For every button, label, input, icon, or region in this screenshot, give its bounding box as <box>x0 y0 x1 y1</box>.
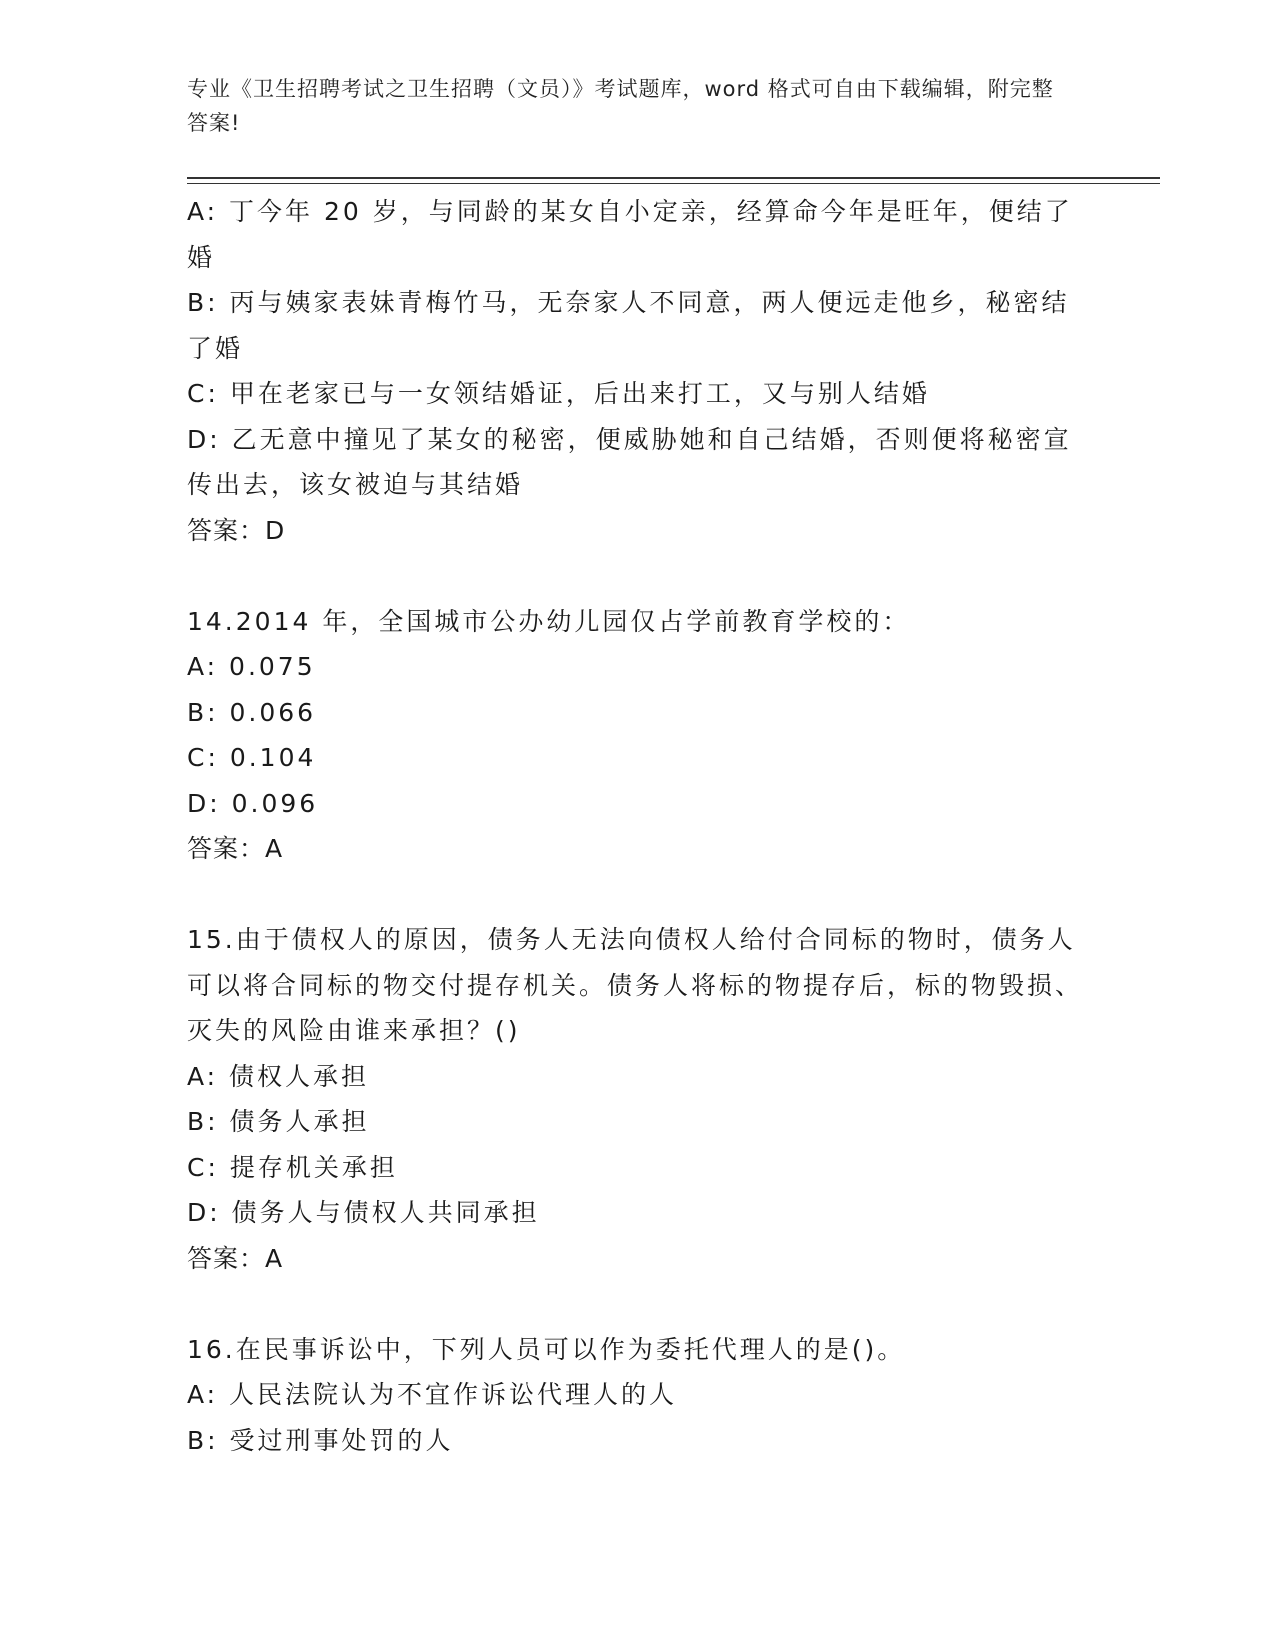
question-15-block <box>187 917 1087 1281</box>
question-text: 14.2014 年，全国城市公办幼儿园仅占学前教育学校的： <box>187 606 911 636</box>
question-14-block <box>187 599 1087 872</box>
option-b: B: 丙与姨家表妹青梅竹马，无奈家人不同意，两人便远走他乡，秘密结了婚 <box>187 288 1070 363</box>
spacer <box>187 872 1087 918</box>
option-b: B: 受过刑事处罚的人 <box>187 1425 454 1455</box>
spacer <box>187 553 1087 599</box>
option-c: C: 0.104 <box>187 743 317 772</box>
header-rule-thin <box>187 183 1160 184</box>
option-a: A: 丁今年 20 岁，与同龄的某女自小定亲，经算命今年是旺年，便结了婚 <box>187 197 1073 272</box>
spacer <box>187 1281 1087 1327</box>
option-a: A: 债权人承担 <box>187 1061 370 1091</box>
answer-line: 答案：A <box>187 1243 284 1273</box>
question-text: 16.在民事诉讼中，下列人员可以作为委托代理人的是()。 <box>187 1334 906 1364</box>
option-b: B: 0.066 <box>187 697 317 727</box>
question-16-block <box>187 1327 1087 1464</box>
answer-line: 答案：D <box>187 515 286 545</box>
option-d: D: 乙无意中撞见了某女的秘密，便威胁她和自己结婚，否则便将秘密宣传出去，该女被迫与其结婚 <box>187 424 1072 499</box>
option-c: C: 提存机关承担 <box>187 1152 398 1182</box>
header-rule-thick <box>187 177 1160 179</box>
question-text: 15.由于债权人的原因，债务人无法向债权人给付合同标的物时，债务人可以将合同标的物交付提存机关。债务人将标的物提存后，标的物毁损、灭失的风险由谁来承担？() <box>187 925 1084 1045</box>
document-header: 专业《卫生招聘考试之卫生招聘（文员）》考试题库，word 格式可自由下载编辑，附完整答案! <box>187 77 1054 135</box>
answer-line: 答案：A <box>187 834 284 863</box>
option-a: A: 0.075 <box>187 652 316 681</box>
option-d: D: 0.096 <box>187 788 319 818</box>
question-13-block <box>187 189 1087 553</box>
option-c: C: 甲在老家已与一女领结婚证，后出来打工，又与别人结婚 <box>187 379 930 408</box>
option-a: A: 人民法院认为不宜作诉讼代理人的人 <box>187 1380 678 1409</box>
option-b: B: 债务人承担 <box>187 1107 370 1136</box>
option-d: D: 债务人与债权人共同承担 <box>187 1198 540 1227</box>
question-content <box>187 189 1087 1463</box>
